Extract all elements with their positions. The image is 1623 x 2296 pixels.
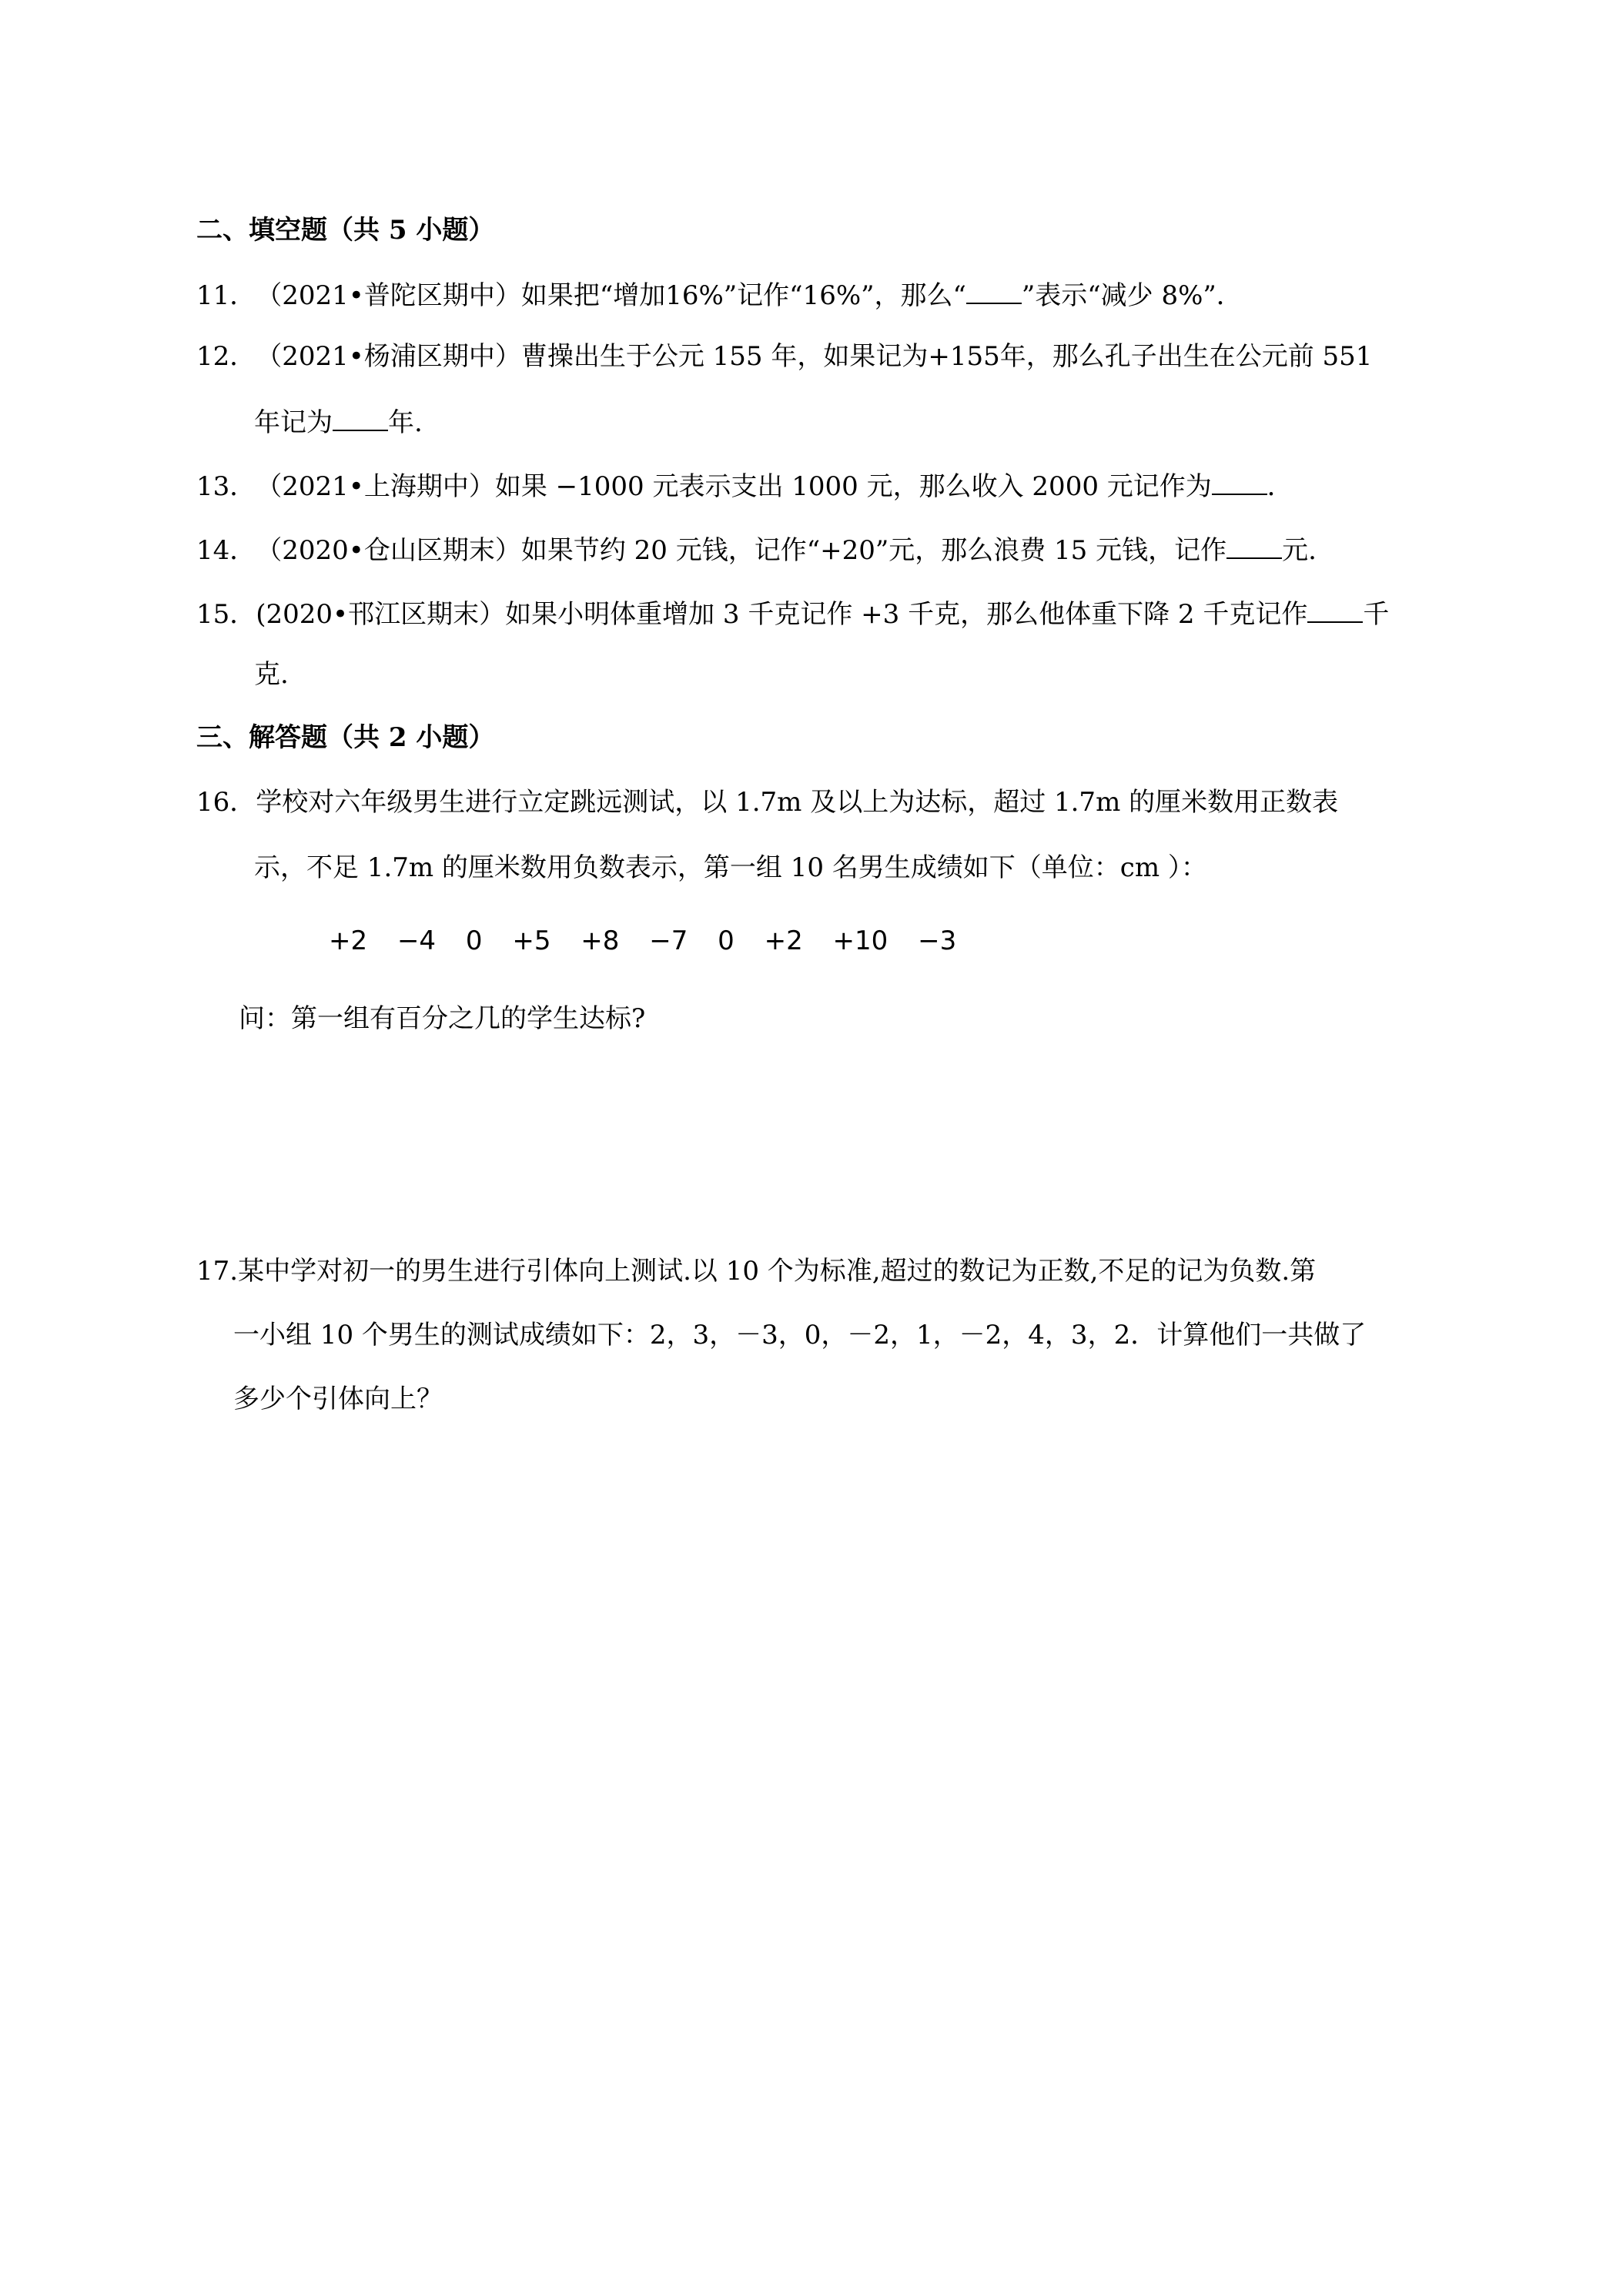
question-text: ． [1267,471,1293,502]
question-11 [196,279,1243,309]
section-title-fill-in: 二、填空题（共 5 小题） [196,215,495,246]
answer-blank [333,407,388,431]
question-text: ”表示“减少 8%”． [1021,280,1243,311]
question-16-line-1 [196,787,1339,818]
question-text: 年. [388,407,423,438]
answer-blank [1307,598,1363,623]
question-13 [196,470,1293,500]
question-15-line-2 [254,661,289,688]
answer-blank [1226,534,1282,559]
question-text: （2020•仓山区期末）如果节约 20 元钱，记作“+20”元，那么浪费 15 元钱，记作 [256,535,1227,566]
question-text: （2021•普陀区期中）如果把“增加16%”记作“16%”，那么“ [256,280,966,311]
question-17-line-1 [196,1256,1317,1287]
question-number: 11． [196,280,256,311]
section-title-answer: 三、解答题（共 2 小题） [196,722,495,753]
score-list [329,925,978,956]
score-value: −7 [649,925,688,956]
score-value: +2 [764,925,803,956]
question-text: 问：第一组有百分之几的学生达标? [239,1003,646,1034]
question-15-line-1 [196,598,1389,628]
question-17-line-3 [233,1386,443,1412]
question-number: 12． [196,341,256,372]
score-value: 0 [465,925,483,956]
question-number: 14． [196,535,256,566]
score-value: +10 [832,925,888,956]
score-value: +8 [581,925,620,956]
question-12-line-2 [254,407,423,436]
question-text: 某中学对初一的男生进行引体向上测试.以 10 个为标准,超过的数记为正数,不足的记为负数.第 [238,1256,1317,1287]
score-value: 0 [718,925,735,956]
question-text: 多少个引体向上？ [233,1384,443,1414]
answer-blank [1212,470,1267,495]
question-text: （2021•上海期中）如果 −1000 元表示支出 1000 元，那么收入 2000 元记作为 [256,471,1212,502]
score-value: −4 [397,925,437,956]
question-text: （2021•杨浦区期中）曹操出生于公元 155 年，如果记为+155年，那么孔子出生在公元前 551 [256,341,1373,372]
score-value: +2 [329,925,368,956]
question-number: 13． [196,471,256,502]
question-12-line-1 [196,343,1372,370]
question-number: 16． [196,787,256,818]
answer-blank [966,279,1022,304]
question-text: 年记为 [254,407,333,438]
question-text: 一小组 10 个男生的测试成绩如下：2，3，－3，0，－2，1，－2，4，3，2．计算他们一共做了 [233,1320,1367,1350]
question-text: 元. [1282,535,1317,566]
question-16-prompt [239,1003,646,1034]
question-text: 学校对六年级男生进行立定跳远测试，以 1.7m 及以上为达标，超过 1.7m 的厘米数用正数表 [256,787,1339,818]
score-value: +5 [512,925,551,956]
score-value: −3 [918,925,957,956]
question-14 [196,534,1317,564]
question-text: 千 [1363,599,1390,630]
question-16-line-2 [254,852,1207,883]
question-text: (2020•邗江区期末）如果小明体重增加 3 千克记作 +3 千克，那么他体重下降 2 千克记作 [256,599,1308,630]
question-number: 15． [196,599,256,630]
question-number: 17. [196,1256,239,1287]
question-17-line-2 [233,1322,1366,1348]
question-text: 克. [254,659,289,690]
question-text: 示，不足 1.7m 的厘米数用负数表示，第一组 10 名男生成绩如下（单位：cm ）： [254,852,1207,883]
